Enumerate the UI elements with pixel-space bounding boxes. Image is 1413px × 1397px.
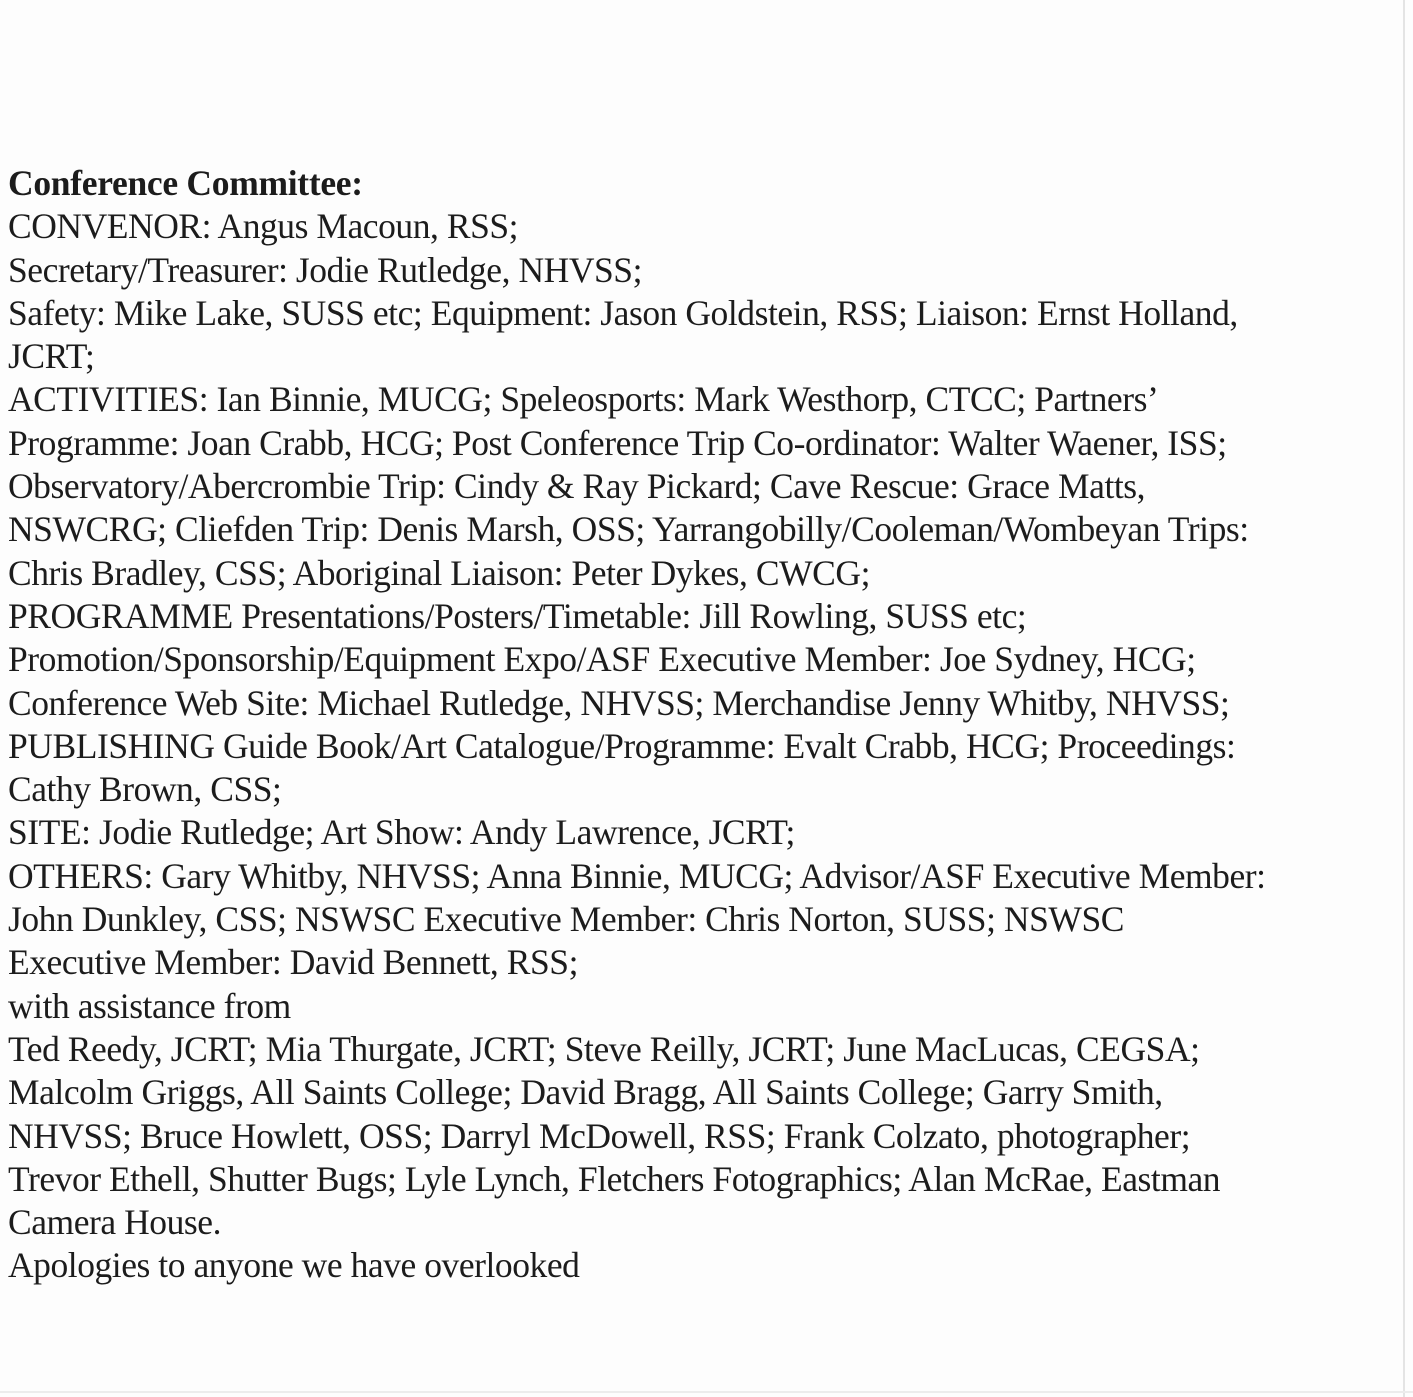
text-line: JCRT; [8, 336, 95, 377]
text-line: Malcolm Griggs, All Saints College; David Bragg, All Saints College; Garry Smith, [8, 1072, 1163, 1113]
text-line: Trevor Ethell, Shutter Bugs; Lyle Lynch, Fletchers Fotographics; Alan McRae, Eastman [8, 1158, 1221, 1199]
text-line: PROGRAMME Presentations/Posters/Timetable: Jill Rowling, SUSS etc; [8, 595, 1027, 636]
text-line: NHVSS; Bruce Howlett, OSS; Darryl McDowell, RSS; Frank Colzato, photographer; [8, 1115, 1191, 1156]
committee-text-block [8, 162, 1403, 1288]
text-line: with assistance from [8, 985, 291, 1026]
text-line: Chris Bradley, CSS; Aboriginal Liaison: Peter Dykes, CWCG; [8, 552, 871, 593]
scan-edge-bottom [0, 1391, 1413, 1393]
scan-edge-right [1403, 0, 1405, 1397]
text-line: OTHERS: Gary Whitby, NHVSS; Anna Binnie, MUCG; Advisor/ASF Executive Member: [8, 855, 1266, 896]
text-line: Observatory/Abercrombie Trip: Cindy & Ray Pickard; Cave Rescue: Grace Matts, [8, 466, 1146, 507]
text-line: Programme: Joan Crabb, HCG; Post Conference Trip Co-ordinator: Walter Waener, ISS; [8, 422, 1227, 463]
page-heading: Conference Committee: [8, 163, 363, 203]
text-line: ACTIVITIES: Ian Binnie, MUCG; Speleosports: Mark Westhorp, CTCC; Partners’ [8, 379, 1159, 420]
text-line: Cathy Brown, CSS; [8, 769, 282, 810]
text-line: Conference Web Site: Michael Rutledge, NHVSS; Merchandise Jenny Whitby, NHVSS; [8, 682, 1230, 723]
text-line: CONVENOR: Angus Macoun, RSS; [8, 206, 519, 247]
text-line: Apologies to anyone we have overlooked [8, 1245, 580, 1286]
text-line: Promotion/Sponsorship/Equipment Expo/ASF Executive Member: Joe Sydney, HCG; [8, 639, 1196, 680]
text-line: John Dunkley, CSS; NSWSC Executive Member: Chris Norton, SUSS; NSWSC [8, 899, 1124, 940]
text-line: Secretary/Treasurer: Jodie Rutledge, NHVSS; [8, 249, 643, 290]
text-line: SITE: Jodie Rutledge; Art Show: Andy Lawrence, JCRT; [8, 812, 795, 853]
text-line: Ted Reedy, JCRT; Mia Thurgate, JCRT; Steve Reilly, JCRT; June MacLucas, CEGSA; [8, 1028, 1200, 1069]
text-line: Camera House. [8, 1202, 221, 1243]
text-line: PUBLISHING Guide Book/Art Catalogue/Programme: Evalt Crabb, HCG; Proceedings: [8, 725, 1236, 766]
text-line: Safety: Mike Lake, SUSS etc; Equipment: Jason Goldstein, RSS; Liaison: Ernst Holland, [8, 292, 1238, 333]
text-line: NSWCRG; Cliefden Trip: Denis Marsh, OSS; Yarrangobilly/Cooleman/Wombeyan Trips: [8, 509, 1249, 550]
text-line: Executive Member: David Bennett, RSS; [8, 942, 578, 983]
